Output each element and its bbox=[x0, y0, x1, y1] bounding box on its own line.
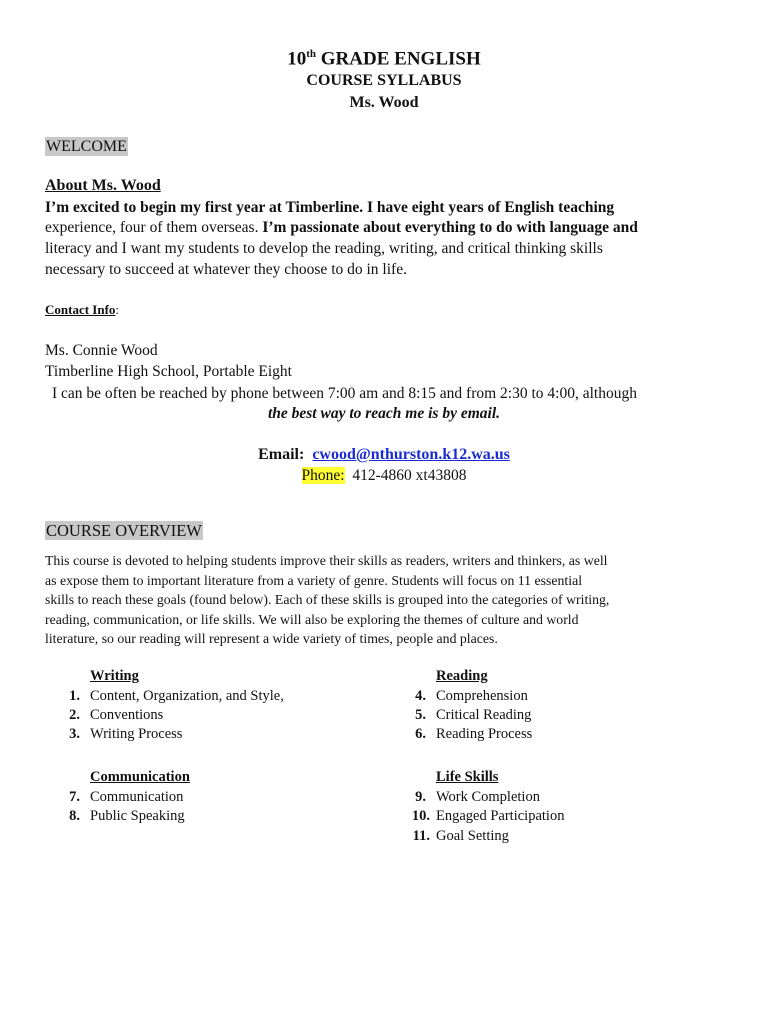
contact-best-way: the best way to reach me is by email. bbox=[267, 405, 501, 422]
contact-info-label bbox=[45, 302, 119, 318]
phone-number: 412-4860 xt43808 bbox=[352, 467, 467, 484]
grade-superscript: th bbox=[306, 48, 317, 60]
document-title bbox=[0, 48, 768, 70]
about-line-2-plain: experience, four of them overseas. bbox=[45, 219, 263, 236]
phone-line bbox=[0, 467, 768, 485]
about-line-3: literacy and I want my students to develop the reading, writing, and critical thinking skills bbox=[45, 240, 603, 257]
email-link[interactable]: cwood@nthurston.k12.wa.us bbox=[312, 446, 510, 463]
writing-item-label: Writing Process bbox=[90, 726, 183, 742]
life-skills-item-number: 11. bbox=[412, 828, 430, 844]
reading-item-number: 4. bbox=[415, 688, 426, 704]
email-line bbox=[0, 446, 768, 464]
grade-number: 10 bbox=[287, 48, 307, 70]
overview-line: reading, communication, or life skills. We will also be exploring the themes of culture and world bbox=[45, 611, 579, 627]
reading-item-label: Reading Process bbox=[436, 726, 533, 742]
reading-item-label: Comprehension bbox=[436, 688, 528, 704]
contact-info-colon: : bbox=[115, 302, 120, 317]
course-overview-heading: COURSE OVERVIEW bbox=[46, 521, 202, 540]
writing-item-label: Content, Organization, and Style, bbox=[90, 688, 284, 704]
about-line-2-bold: I’m passionate about everything to do with language and bbox=[262, 219, 638, 236]
contact-name: Ms. Connie Wood bbox=[45, 342, 158, 359]
life-skills-item-number: 10. bbox=[411, 808, 430, 824]
overview-line: as expose them to important literature from a variety of genre. Students will focus on 11 essential bbox=[45, 572, 583, 588]
document-subtitle: COURSE SYLLABUS bbox=[306, 72, 462, 89]
title-rest: GRADE ENGLISH bbox=[316, 48, 481, 70]
communication-item-number: 7. bbox=[69, 789, 80, 805]
contact-school: Timberline High School, Portable Eight bbox=[45, 363, 292, 380]
writing-item-number: 2. bbox=[69, 707, 80, 723]
overview-line: skills to reach these goals (found below). Each of these skills is grouped into the categories of writing, bbox=[45, 592, 610, 607]
communication-item-number: 8. bbox=[69, 808, 80, 824]
about-line-4: necessary to succeed at whatever they choose to do in life. bbox=[45, 261, 407, 278]
communication-item-label: Communication bbox=[90, 789, 184, 805]
reading-item-number: 5. bbox=[415, 707, 426, 723]
about-line-2 bbox=[45, 219, 638, 237]
life-skills-item-label: Work Completion bbox=[436, 789, 540, 805]
life-skills-item-label: Engaged Participation bbox=[436, 808, 565, 824]
overview-paragraph bbox=[45, 551, 609, 649]
life-skills-item-label: Goal Setting bbox=[436, 828, 509, 844]
reading-item-label: Critical Reading bbox=[436, 707, 532, 723]
reading-item-number: 6. bbox=[415, 726, 426, 742]
life-skills-heading: Life Skills bbox=[436, 769, 499, 785]
overview-line: This course is devoted to helping students improve their skills as readers, writers and thinkers, as well bbox=[45, 553, 608, 568]
teacher-name-heading: Ms. Wood bbox=[349, 94, 419, 111]
writing-item-number: 1. bbox=[69, 688, 80, 704]
writing-item-number: 3. bbox=[69, 726, 80, 742]
communication-item-label: Public Speaking bbox=[90, 808, 185, 824]
reading-heading: Reading bbox=[436, 668, 488, 684]
phone-label: Phone: bbox=[301, 467, 345, 484]
email-label: Email: bbox=[258, 446, 305, 463]
overview-line: literature, so our reading will represent a wide variety of times, people and places. bbox=[45, 631, 498, 646]
welcome-heading: WELCOME bbox=[46, 138, 127, 155]
communication-heading: Communication bbox=[90, 769, 190, 785]
writing-item-label: Conventions bbox=[90, 707, 164, 723]
contact-info-label-text: Contact Info bbox=[45, 302, 116, 317]
writing-heading: Writing bbox=[90, 668, 139, 684]
contact-hours: I can be often be reached by phone between 7:00 am and 8:15 and from 2:30 to 4:00, although bbox=[52, 385, 637, 402]
about-line-1: I’m excited to begin my first year at Timberline. I have eight years of English teaching bbox=[45, 199, 615, 216]
about-heading: About Ms. Wood bbox=[45, 177, 161, 194]
life-skills-item-number: 9. bbox=[415, 789, 426, 805]
